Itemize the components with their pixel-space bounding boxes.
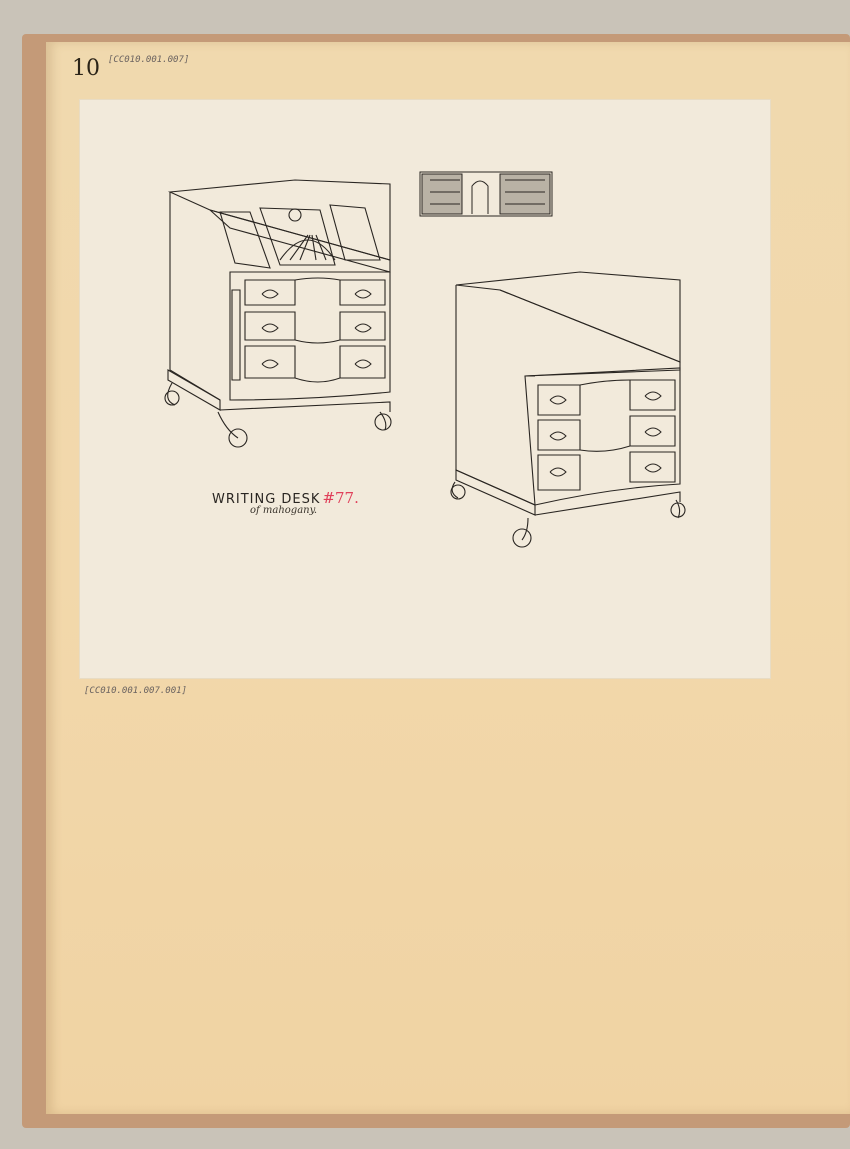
drawing-caption — [212, 488, 412, 516]
mounted-drawing-plate — [80, 100, 770, 678]
writing-desk-drawing-right — [451, 272, 685, 547]
writing-desk-drawing-left — [165, 180, 391, 447]
caption-title: WRITING DESK — [212, 492, 321, 507]
drawer-pulls-left — [262, 290, 371, 368]
caption-subtitle: of mahogany. — [250, 505, 318, 516]
interior-elevation-sketch — [420, 172, 552, 216]
desk-drawings — [80, 100, 770, 678]
drawer-pulls-right — [550, 392, 661, 476]
catalog-reference-top: [CC010.001.007] — [108, 55, 190, 65]
caption-number: #77. — [322, 489, 359, 507]
page-number: 10 — [72, 56, 100, 81]
catalog-reference-bottom: [CC010.001.007.001] — [84, 686, 187, 696]
